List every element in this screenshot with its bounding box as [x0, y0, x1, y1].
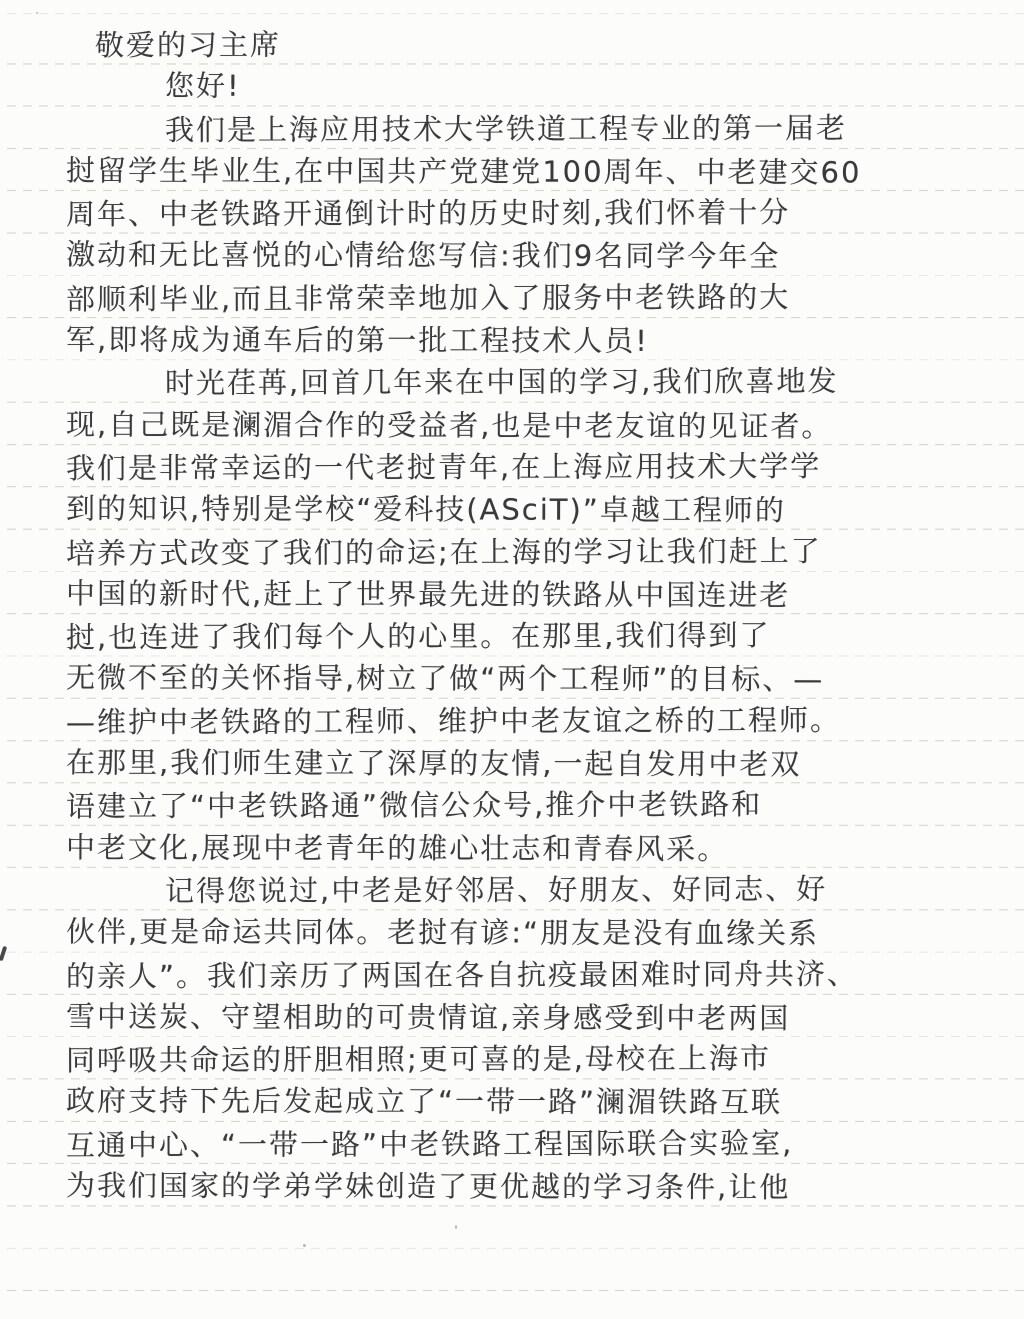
paper-speck: [36, 12, 38, 14]
letter-line: 中老文化,展现中老青年的雄心壮志和青春风采。: [65, 830, 729, 866]
letter-line: 政府支持下先后发起成立了“一带一路”澜湄铁路互联: [65, 1083, 783, 1120]
letter-line: 现,自己既是澜湄合作的受益者,也是中老友谊的见证者。: [65, 407, 833, 444]
letter-line: 时光荏苒,回首几年来在中国的学习,我们欣喜地发: [164, 364, 839, 401]
letter-body: [0, 24, 990, 1208]
letter-line: —维护中老铁路的工程师、维护中老友谊之桥的工程师。: [65, 702, 842, 740]
letter-line: 到的知识,特别是学校“爱科技(ASciT)”卓越工程师的: [65, 491, 786, 528]
letter-salutation: 敬爱的习主席: [94, 27, 282, 63]
letter-line: 同呼吸共命运的肝胆相照;更可喜的是,母校在上海市: [65, 1041, 772, 1078]
letter-line: 培养方式改变了我们的命运;在上海的学习让我们赶上了: [65, 533, 822, 570]
letter-line: 记得您说过,中老是好邻居、好朋友、好同志、好: [164, 871, 828, 908]
paper-speck: [303, 1244, 306, 1247]
letter-line: 的亲人”。我们亲历了两国在各自抗疫最困难时同舟共济、: [65, 956, 859, 993]
letter-line: 无微不至的关怀指导,树立了做“两个工程师”的目标、—: [65, 660, 825, 697]
letter-line: 伙伴,更是命运共同体。老挝有谚:“朋友是没有血缘关系: [65, 914, 820, 951]
letter-greeting: 您好!: [164, 68, 241, 104]
letter-line: 为我们国家的学弟学妹创造了更优越的学习条件,让他: [65, 1168, 791, 1205]
letter-line: 中国的新时代,赶上了世界最先进的铁路从中国连进老: [65, 576, 791, 613]
letter-line: 部顺利毕业,而且非常荣幸地加入了服务中老铁路的大: [65, 279, 791, 317]
letter-line: 我们是非常幸运的一代老挝青年,在上海应用技术大学学: [65, 448, 822, 486]
letter-line: 我们是上海应用技术大学铁道工程专业的第一届老: [164, 110, 848, 147]
letter-line: 激动和无比喜悦的心情给您写信:我们9名同学今年全: [65, 237, 781, 274]
letter-line: 语建立了“中老铁路通”微信公众号,推介中老铁路和: [65, 787, 763, 824]
letter-line: 挝,也连进了我们每个人的心里。在那里,我们得到了: [65, 618, 771, 655]
letter-line: 挝留学生毕业生,在中国共产党建党100周年、中老建交60: [65, 153, 862, 190]
letter-line: 周年、中老铁路开通倒计时的历史时刻,我们怀着十分: [65, 195, 791, 232]
letter-line: 互通中心、“一带一路”中老铁路工程国际联合实验室,: [65, 1125, 794, 1163]
letter-line: 雪中送炭、守望相助的可贵情谊,亲身感受到中老两国: [65, 999, 791, 1036]
letter-line: 在那里,我们师生建立了深厚的友情,一起自发用中老双: [65, 745, 802, 782]
paper-speck: [455, 1225, 457, 1229]
letter-line: 军,即将成为通车后的第一批工程技术人员!: [65, 322, 649, 358]
